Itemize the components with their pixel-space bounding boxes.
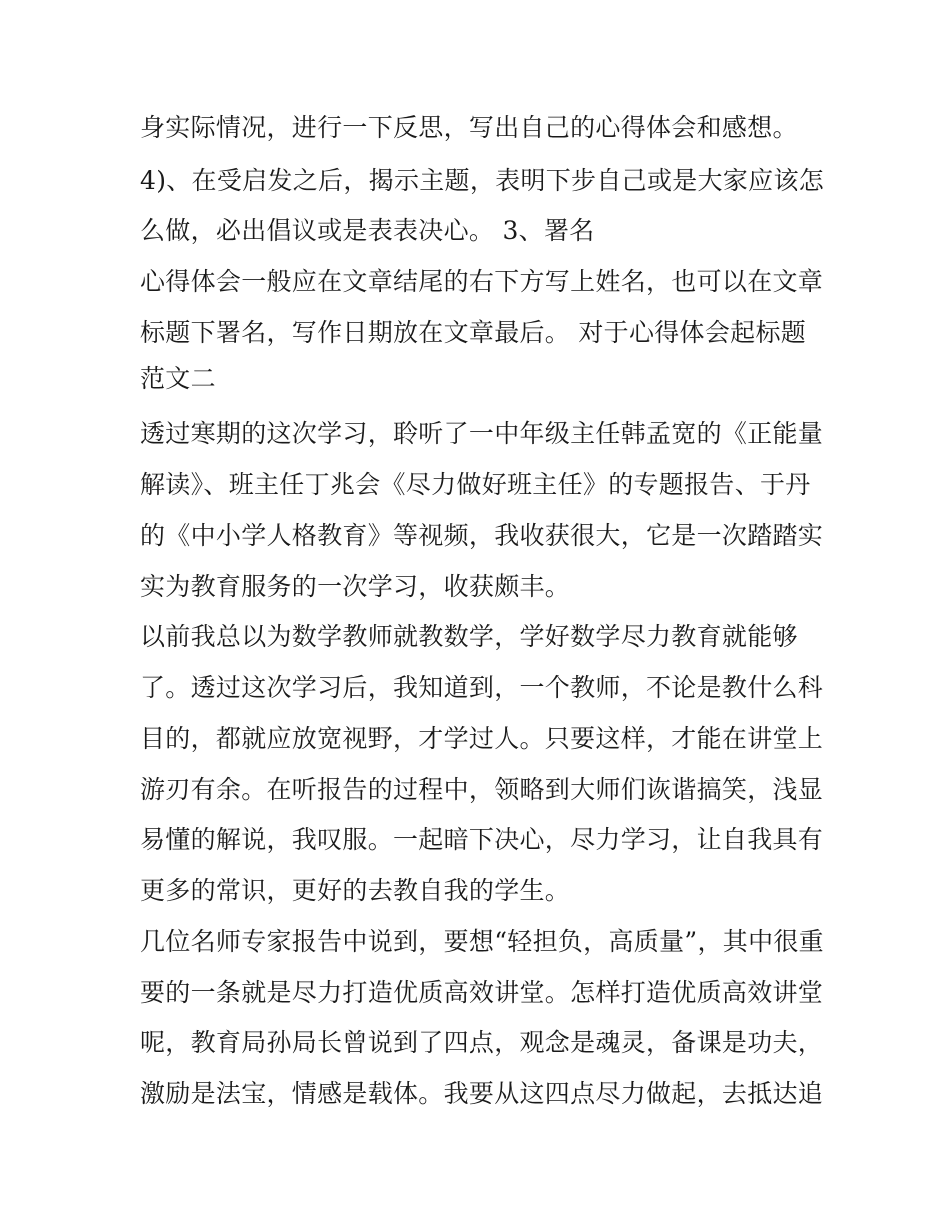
text-line: 几位名师专家报告中说到，要想“轻担负，高质量”，其中很重 bbox=[140, 927, 824, 956]
text-line: 呢，教育局孙局长曾说到了四点，观念是魂灵，备课是功夫， bbox=[140, 1028, 824, 1057]
text-line: 目的，都就应放宽视野，才学过人。只要这样，才能在讲堂上 bbox=[140, 724, 824, 753]
text-line: 易懂的解说，我叹服。一起暗下决心，尽力学习，让自我具有 bbox=[140, 825, 824, 854]
text-line: 么做，必出倡议或是表表决心。 3、署名 bbox=[140, 216, 595, 245]
text-line: 透过寒期的这次学习，聆听了一中年级主任韩孟宽的《正能量 bbox=[140, 419, 824, 448]
text-line: 身实际情况，进行一下反思，写出自己的心得体会和感想。 bbox=[140, 113, 798, 142]
section-heading: 范文二 bbox=[140, 364, 216, 393]
text-line: 以前我总以为数学教师就教数学，学好数学尽力教育就能够 bbox=[140, 622, 798, 651]
text-line: 实为教育服务的一次学习，收获颇丰。 bbox=[140, 572, 571, 601]
text-line: 了。透过这次学习后，我知道到，一个教师，不论是教什么科 bbox=[140, 673, 824, 702]
text-line: 要的一条就是尽力打造优质高效讲堂。怎样打造优质高效讲堂 bbox=[140, 978, 824, 1007]
text-line: 4)、在受启发之后，揭示主题，表明下步自己或是大家应该怎 bbox=[140, 166, 825, 195]
text-line: 更多的常识，更好的去教自我的学生。 bbox=[140, 876, 571, 905]
text-line: 的《中小学人格教育》等视频，我收获很大，它是一次踏踏实 bbox=[140, 521, 824, 550]
text-line: 心得体会一般应在文章结尾的右下方写上姓名，也可以在文章 bbox=[140, 267, 824, 296]
text-line: 标题下署名，写作日期放在文章最后。 对于心得体会起标题 bbox=[140, 318, 807, 347]
text-line: 游刃有余。在听报告的过程中，领略到大师们诙谐搞笑，浅显 bbox=[140, 775, 824, 804]
text-line: 激励是法宝，情感是载体。我要从这四点尽力做起，去抵达追 bbox=[140, 1079, 824, 1108]
text-line: 解读》、班主任丁兆会《尽力做好班主任》的专题报告、于丹 bbox=[140, 470, 811, 499]
